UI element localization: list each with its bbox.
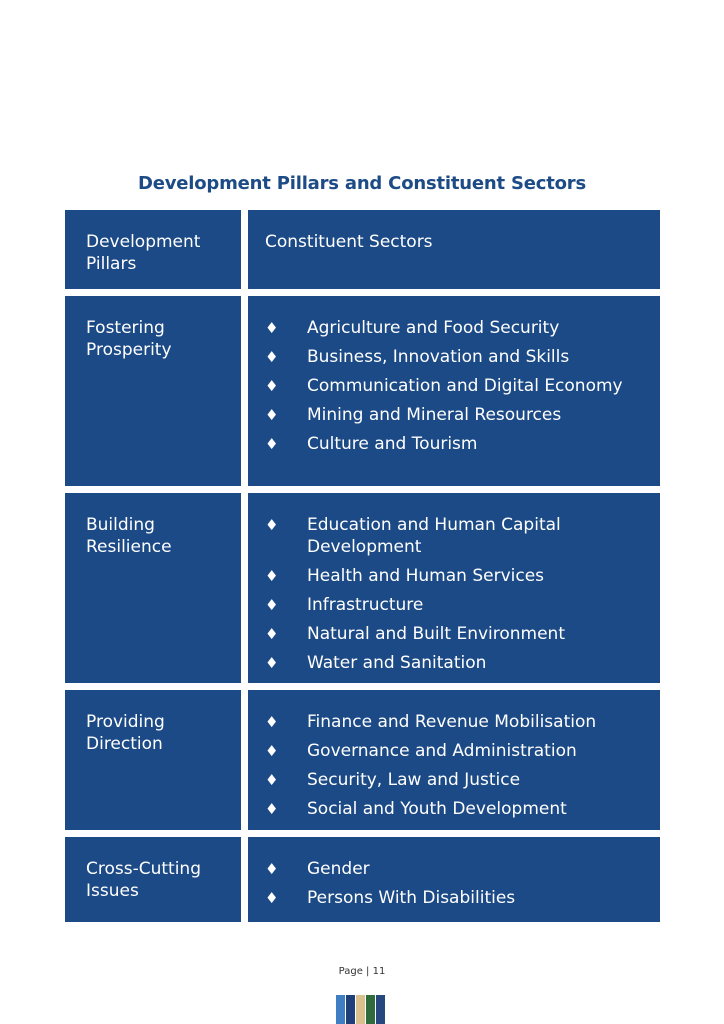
list-item	[265, 514, 650, 558]
pillar-label: Providing Direction	[86, 712, 165, 754]
list-item	[265, 711, 650, 733]
diamond-bullet-icon: ♦	[265, 406, 279, 424]
list-item	[265, 887, 650, 909]
list-item	[265, 652, 650, 674]
table-row	[65, 296, 660, 486]
list-item	[265, 769, 650, 791]
sector-label: Water and Sanitation	[307, 653, 487, 673]
logo-stripe	[366, 995, 375, 1024]
sector-label: Security, Law and Justice	[307, 770, 521, 790]
pillar-label: Cross-Cutting Issues	[86, 859, 201, 901]
header-sectors-cell	[248, 210, 660, 289]
header-sectors-label: Constituent Sectors	[265, 232, 433, 252]
pillar-label: Fostering Prosperity	[86, 318, 172, 360]
logo-stripe	[336, 995, 345, 1024]
sectors-cell	[248, 837, 660, 922]
diamond-bullet-icon: ♦	[265, 435, 279, 453]
sector-label: Finance and Revenue Mobilisation	[307, 712, 597, 732]
sectors-cell	[248, 690, 660, 830]
table-row	[65, 690, 660, 830]
pillars-table	[65, 210, 660, 929]
page-number: Page | 11	[338, 966, 386, 977]
list-item	[265, 858, 650, 880]
list-item	[265, 565, 650, 587]
header-pillar-label: Development Pillars	[86, 232, 201, 274]
list-item	[265, 594, 650, 616]
list-item	[265, 317, 650, 339]
list-item	[265, 740, 650, 762]
diamond-bullet-icon: ♦	[265, 348, 279, 366]
diamond-bullet-icon: ♦	[265, 319, 279, 337]
logo-stripes	[336, 995, 385, 1024]
sectors-cell	[248, 493, 660, 683]
diamond-bullet-icon: ♦	[265, 713, 279, 731]
diamond-bullet-icon: ♦	[265, 742, 279, 760]
sector-label: Health and Human Services	[307, 566, 545, 586]
diamond-bullet-icon: ♦	[265, 800, 279, 818]
list-item	[265, 375, 650, 397]
diamond-bullet-icon: ♦	[265, 625, 279, 643]
diamond-bullet-icon: ♦	[265, 654, 279, 672]
sector-label: Mining and Mineral Resources	[307, 405, 562, 425]
diamond-bullet-icon: ♦	[265, 377, 279, 395]
sector-label: Culture and Tourism	[307, 434, 478, 454]
sector-label: Persons With Disabilities	[307, 888, 516, 908]
sector-label: Governance and Administration	[307, 741, 577, 761]
pillar-cell	[65, 296, 241, 486]
list-item	[265, 798, 650, 820]
list-item	[265, 346, 650, 368]
sector-label: Education and Human Capital Development	[307, 515, 561, 557]
sector-label: Agriculture and Food Security	[307, 318, 560, 338]
table-row	[65, 493, 660, 683]
list-item	[265, 623, 650, 645]
sector-label: Gender	[307, 859, 370, 879]
pillar-cell	[65, 690, 241, 830]
header-pillar-cell	[65, 210, 241, 289]
sectors-cell	[248, 296, 660, 486]
logo-stripe	[346, 995, 355, 1024]
diamond-bullet-icon: ♦	[265, 516, 279, 534]
diamond-bullet-icon: ♦	[265, 567, 279, 585]
list-item	[265, 433, 650, 455]
logo-stripe	[376, 995, 385, 1024]
table-header-row	[65, 210, 660, 289]
logo-stripe	[356, 995, 365, 1024]
page-title: Development Pillars and Constituent Sectors	[138, 173, 586, 194]
list-item	[265, 404, 650, 426]
diamond-bullet-icon: ♦	[265, 771, 279, 789]
sector-label: Social and Youth Development	[307, 799, 567, 819]
sector-label: Business, Innovation and Skills	[307, 347, 570, 367]
sector-label: Communication and Digital Economy	[307, 376, 623, 396]
pillar-cell	[65, 493, 241, 683]
pillar-cell	[65, 837, 241, 922]
diamond-bullet-icon: ♦	[265, 860, 279, 878]
sector-label: Natural and Built Environment	[307, 624, 565, 644]
sector-label: Infrastructure	[307, 595, 424, 615]
diamond-bullet-icon: ♦	[265, 596, 279, 614]
pillar-label: Building Resilience	[86, 515, 172, 557]
diamond-bullet-icon: ♦	[265, 889, 279, 907]
table-row	[65, 837, 660, 922]
